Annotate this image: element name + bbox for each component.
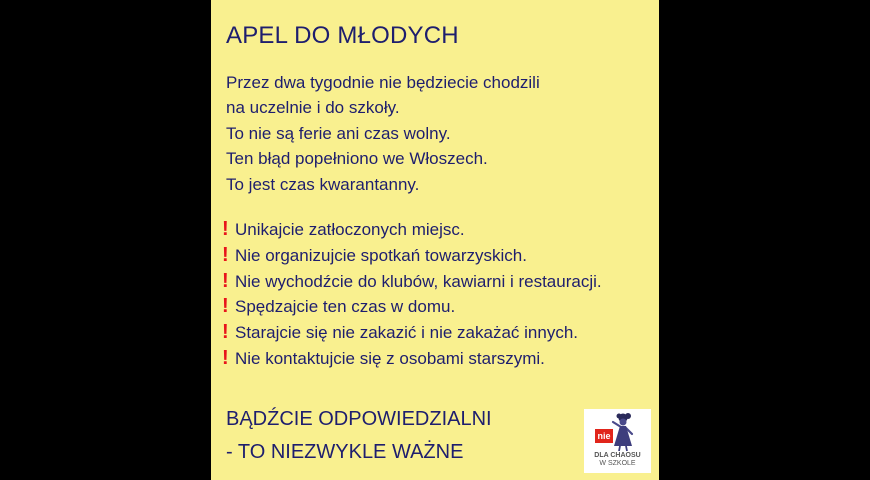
closing-line: - TO NIEZWYKLE WAŻNE xyxy=(226,441,464,463)
intro-line: Ten błąd popełniono we Włoszech. xyxy=(226,149,488,169)
exclamation-icon: ! xyxy=(222,269,229,292)
exclamation-icon: ! xyxy=(222,321,229,344)
list-item-text: Nie kontaktujcie się z osobami starszymi. xyxy=(235,348,545,368)
closing-message xyxy=(226,403,492,469)
list-item xyxy=(222,269,602,295)
poster xyxy=(211,0,659,480)
exclamation-icon: ! xyxy=(222,218,229,240)
intro-line: To nie są ferie ani czas wolny. xyxy=(226,123,451,143)
list-item xyxy=(222,217,602,243)
closing-line: BĄDŹCIE ODPOWIEDZIALNI xyxy=(226,408,492,430)
list-item-text: Nie wychodźcie do klubów, kawiarni i restauracji. xyxy=(235,271,602,291)
list-item xyxy=(222,243,602,269)
list-item xyxy=(222,294,602,320)
exclamation-icon: ! xyxy=(222,346,229,369)
recommendation-list xyxy=(222,217,602,372)
logo xyxy=(584,409,651,473)
exclamation-icon: ! xyxy=(222,243,229,266)
list-item-text: Unikajcie zatłoczonych miejsc. xyxy=(235,220,465,239)
list-item-text: Nie organizujcie spotkań towarzyskich. xyxy=(235,245,527,265)
logo-badge: nie xyxy=(595,429,613,443)
list-item-text: Spędzajcie ten czas w domu. xyxy=(235,297,456,317)
intro-line: na uczelnie i do szkoły. xyxy=(226,98,400,118)
poster-title: APEL DO MŁODYCH xyxy=(226,22,459,49)
logo-text-line: DLA CHAOSU xyxy=(594,452,641,459)
intro-line: To jest czas kwarantanny. xyxy=(226,174,420,194)
list-item xyxy=(222,346,602,372)
exclamation-icon: ! xyxy=(222,295,229,318)
list-item xyxy=(222,320,602,346)
logo-text-line: W SZKOLE xyxy=(599,460,636,467)
intro-paragraph xyxy=(226,70,540,197)
list-item-text: Starajcie się nie zakazić i nie zakażać innych. xyxy=(235,323,578,343)
intro-line: Przez dwa tygodnie nie będziecie chodzili xyxy=(226,73,540,92)
